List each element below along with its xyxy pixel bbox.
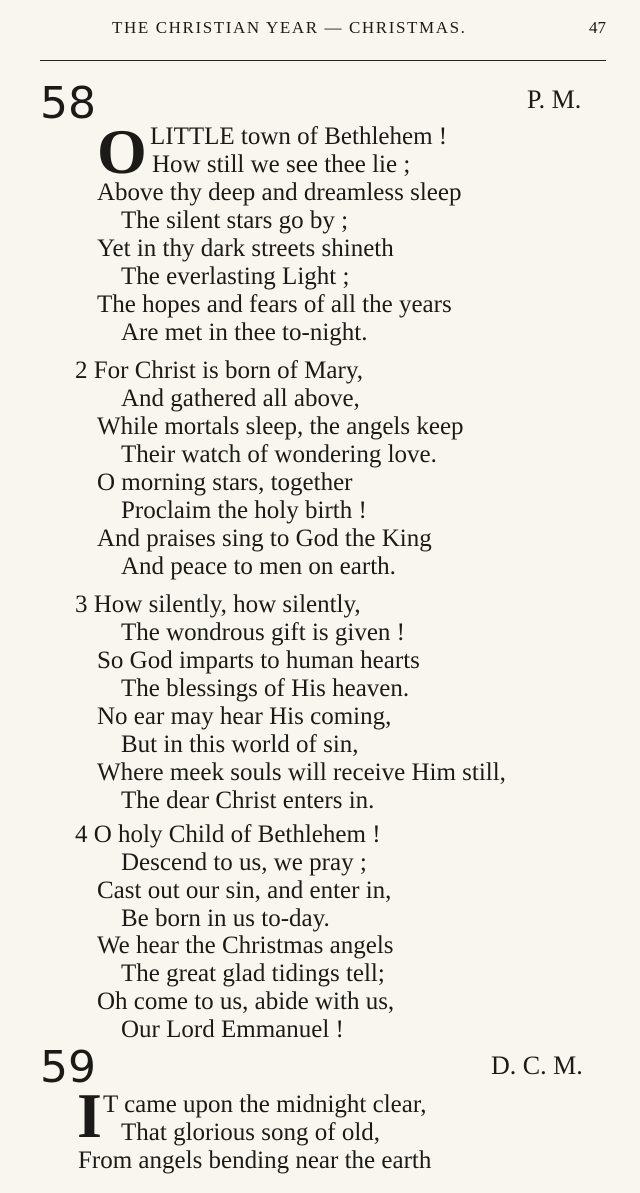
verse-line: Above thy deep and dreamless sleep (97, 179, 462, 206)
verse-line: Their watch of wondering love. (121, 441, 437, 468)
hymn-59-meter: D. C. M. (491, 1051, 583, 1080)
hymn-58-dropcap: O (97, 116, 147, 187)
verse-line: Be born in us to-day. (121, 905, 330, 932)
verse-line: 3 How silently, how silently, (75, 591, 361, 618)
verse-line: The blessings of His heaven. (121, 675, 410, 702)
hymn-58-number: 58 (40, 78, 96, 129)
verse-line: LITTLE town of Bethlehem ! (150, 123, 448, 150)
verse-line: The dear Christ enters in. (121, 787, 375, 814)
verse-line: So God imparts to human hearts (97, 647, 420, 674)
page-number: 47 (589, 18, 606, 37)
verse-line: Our Lord Emmanuel ! (121, 1016, 344, 1043)
verse-line: No ear may hear His coming, (97, 703, 392, 730)
verse-line: The everlasting Light ; (121, 263, 350, 290)
hymn-58-meter: P. M. (527, 85, 582, 114)
verse-line: But in this world of sin, (121, 731, 359, 758)
verse-line: 4 O holy Child of Bethlehem ! (75, 821, 381, 848)
verse-line: How still we see thee lie ; (152, 151, 411, 178)
verse-line: We hear the Christmas angels (97, 932, 394, 959)
verse-line: Proclaim the holy birth ! (121, 497, 367, 524)
hymn-59-dropcap: I (77, 1080, 102, 1151)
verse-line: Where meek souls will receive Him still, (97, 759, 506, 786)
verse-line: The silent stars go by ; (121, 207, 349, 234)
verse-line: Descend to us, we pray ; (121, 849, 367, 876)
verse-line: O morning stars, together (97, 469, 353, 496)
verse-line: And praises sing to God the King (97, 525, 432, 552)
verse-line: Yet in thy dark streets shineth (97, 235, 394, 262)
verse-line: From angels bending near the earth (78, 1147, 432, 1174)
verse-line: 2 For Christ is born of Mary, (75, 357, 363, 384)
hymn-59-number: 59 (40, 1042, 96, 1093)
verse-line: T came upon the midnight clear, (103, 1091, 427, 1118)
running-title: THE CHRISTIAN YEAR — CHRISTMAS. (112, 18, 467, 37)
running-header (112, 18, 606, 38)
verse-line: Oh come to us, abide with us, (97, 988, 395, 1015)
verse-line: While mortals sleep, the angels keep (97, 413, 464, 440)
verse-line: Cast out our sin, and enter in, (97, 877, 392, 904)
header-rule (40, 60, 606, 61)
verse-line: Are met in thee to-night. (121, 319, 368, 346)
verse-line: The hopes and fears of all the years (97, 291, 452, 318)
verse-line: And gathered all above, (121, 385, 360, 412)
verse-line: The wondrous gift is given ! (121, 619, 405, 646)
verse-line: That glorious song of old, (121, 1119, 381, 1146)
verse-line: And peace to men on earth. (121, 553, 396, 580)
verse-line: The great glad tidings tell; (121, 960, 385, 987)
